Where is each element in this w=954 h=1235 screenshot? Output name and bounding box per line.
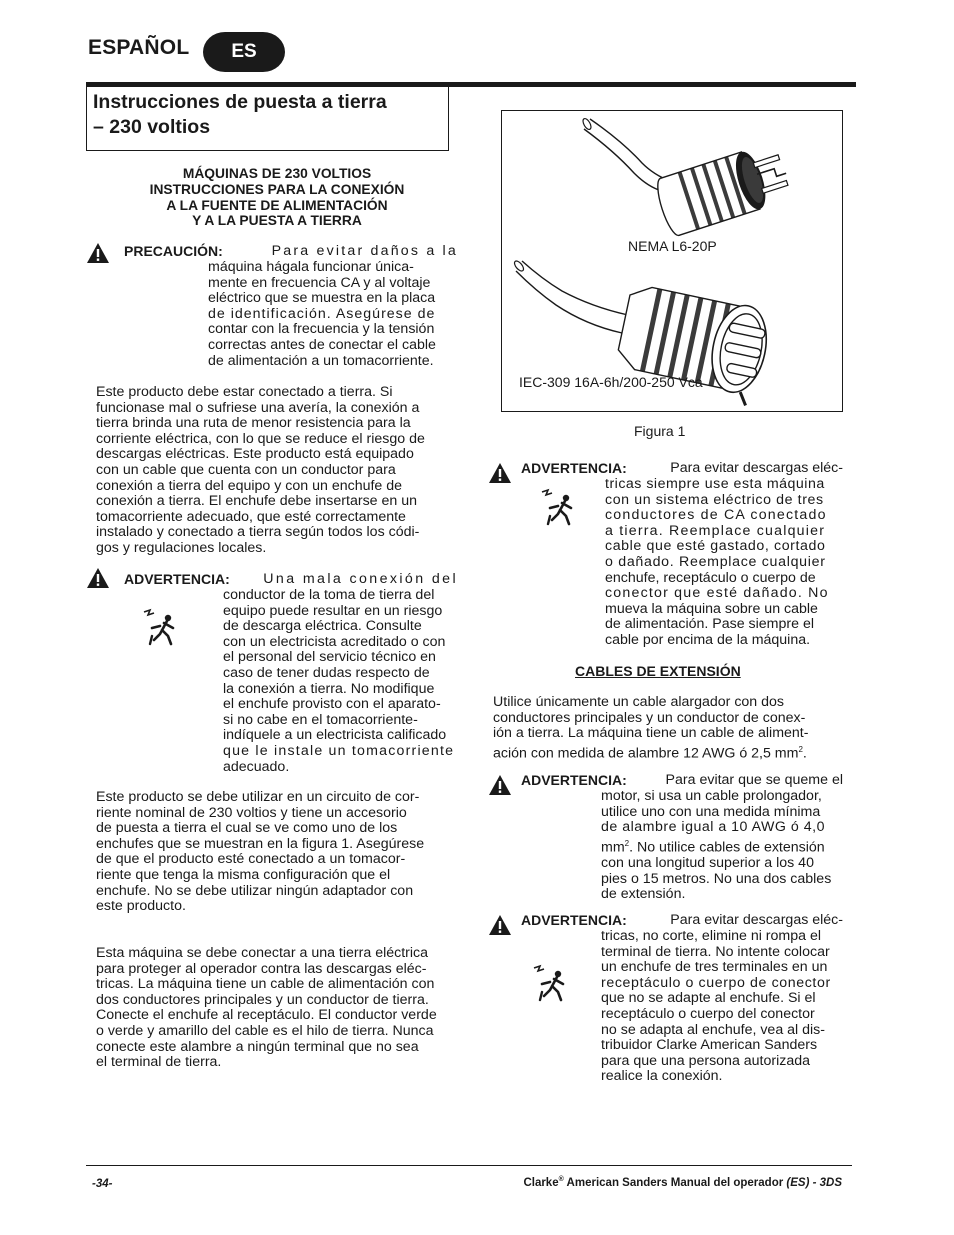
paragraph-earth [96,946,458,1071]
text-line [493,742,845,762]
subhead-line: MÁQUINAS DE 230 VOLTIOS [182,166,372,181]
text-run: . No utilice cables de extensión [629,839,825,856]
text-line: de alimentación. Pase siempre el [605,616,814,633]
text-line: descargas eléctricas. Este producto está equipado [96,446,414,463]
text-line: adecuado. [223,758,290,775]
text-line: con un electricista acreditado o con [223,633,446,650]
text-line: utilice uno con una medida mínima [601,803,821,820]
warning-triangle-icon [488,462,512,484]
text-line: funcionase mal o sufriese una avería, la conexión a [96,399,420,416]
figure-caption: Figura 1 [634,423,686,439]
text-line: tierra brinda una ruta de menor resistencia para la [96,415,411,432]
electric-shock-icon [138,606,182,650]
text-line: receptáculo o cuerpo del conector [601,1005,815,1022]
paragraph-extension [493,695,845,762]
warning-triangle-icon [488,914,512,936]
text-line: Conecte el enchufe al receptáculo. El conductor verde [96,1007,437,1024]
text-run: . [802,745,807,762]
text-line: con una longitud superior a los 40 [601,855,814,872]
text-line: este producto. [96,898,186,915]
text-line: equipo puede resultar en un riesgo [223,602,443,619]
text-line: conexión a tierra. El enchufe debe insertarse en un [96,493,417,510]
warning-triangle-icon [86,567,110,589]
warning-first-line: Para evitar descargas eléc- [670,460,843,476]
text-line: el personal del servicio técnico en [223,649,436,666]
text-line: tricas siempre use esta máquina [605,476,825,492]
text-line: Utilice únicamente un cable alargador con dos [493,694,785,710]
text-line: correctas antes de conectar el cable [208,336,436,353]
text-line: el enchufe provisto con el aparato- [223,696,441,713]
text-line: con un cable que cuenta con un conductor para [96,461,396,478]
text-line: conector que esté dañado. No [605,585,829,602]
text-line: ión a tierra. La máquina tiene un cable de aliment- [493,725,809,742]
text-line: de alambre igual a 10 AWG ó 4,0 [601,819,825,836]
text-line [601,836,843,856]
plug-illustration [502,111,842,411]
text-line: conexión a tierra del equipo y con un enchufe de [96,477,403,494]
warning-first-line: Para evitar que se queme el [665,772,843,788]
text-line: un enchufe de tres terminales en un [601,959,828,976]
warning-text-4 [601,929,843,1085]
warning-triangle-icon [488,774,512,796]
text-line: de extensión. [601,886,686,903]
warning-first-line: Una mala conexión del [263,571,458,587]
text-line: conecte este alambre a ningún terminal que no sea [96,1038,419,1055]
text-line: indíquele a un electricista calificado [223,727,447,744]
page-title [93,90,443,140]
text-line: a tierra. Reemplace cualquier [605,522,826,539]
text-line: para que una persona autorizada [601,1052,811,1069]
text-line: cable por encima de la máquina. [605,631,811,648]
superscript: 2 [624,838,630,848]
subhead-line: Y A LA PUESTA A TIERRA [192,213,362,229]
warning-first-line: Para evitar descargas eléc- [670,912,843,928]
text-line: que le instale un tomacorriente [223,742,455,759]
text-line: tribuidor Clarke American Sanders [601,1037,818,1054]
warning-label: ADVERTENCIA: [521,460,627,476]
text-line: mueva la máquina sobre un cable [605,600,818,617]
registered-mark: ® [558,1176,564,1183]
text-line: riente que tenga la misma configuración que el [96,866,391,883]
text-line: de puesta a tierra el cual se ve como uno de los [96,820,398,837]
paragraph-circuit [96,790,458,915]
warning-label: ADVERTENCIA: [124,571,230,587]
superscript: 2 [798,744,803,754]
footer-rule [86,1165,852,1166]
text-line: no se adapta al enchufe, vea al dis- [601,1021,826,1038]
subhead-line: A LA FUENTE DE ALIMENTACIÓN [166,197,388,213]
figure-label-nema: NEMA L6-20P [628,238,717,254]
text-line: riente nominal de 230 voltios y tiene un accesorio [96,804,407,821]
warning-block-4 [521,913,843,929]
warning-text-2 [605,477,843,649]
caution-label: PRECAUCIÓN: [124,243,223,259]
text-line: conductor de la toma de tierra del [223,587,435,603]
text-run: ación con medida de alambre 12 AWG ó 2,5 mm [493,745,799,762]
electric-shock-icon [536,486,580,530]
text-line: caso de tener dudas respecto de [223,664,430,681]
footer-manual-title [494,1176,842,1189]
text-line: corriente eléctrica, con lo que se reduce el riesgo de [96,430,425,447]
text-line: gos y regulaciones locales. [96,539,267,556]
subhead-line: INSTRUCCIONES PARA LA CONEXIÓN [149,181,405,197]
text-line: para proteger al operador contra las descargas eléc- [96,960,427,977]
title-line-2: – 230 voltios [93,116,211,138]
page-number: -34- [92,1178,113,1190]
text-line: de que el producto esté conectado a un tomacor- [96,851,406,868]
text-line: pies o 15 metros. No una dos cables [601,870,832,887]
text-line: instalado y conectado a tierra según todos los códi- [96,524,420,541]
text-line: dos conductores principales y un conductor de tierra. [96,991,429,1008]
text-line: enchufe. No se debe utilizar ningún adaptador con [96,882,414,899]
text-line: Este producto se debe utilizar en un circuito de cor- [96,789,420,805]
text-line: que no se adapte al enchufe. Si el [601,990,816,1007]
text-line: eléctrico que se muestra en la placa [208,290,436,307]
warning-label: ADVERTENCIA: [521,772,627,788]
language-label: ESPAÑOL [88,36,190,59]
extension-cables-heading: CABLES DE EXTENSIÓN [575,663,741,679]
text-line: receptáculo o cuerpo de conector [601,974,831,991]
caution-block [124,244,458,260]
subheading [96,166,458,229]
text-line: si no cabe en el tomacorriente- [223,711,418,728]
text-line: realice la conexión. [601,1068,723,1085]
text-line: Este producto debe estar conectado a tierra. Si [96,384,393,400]
text-line: conductores de CA conectado [605,507,827,524]
text-line: tricas, no corte, elimine ni rompa el [601,928,821,944]
text-run: mm [601,839,625,856]
warning-text-3 [601,789,843,903]
warning-block-2 [521,461,843,477]
text-line: contar con la frecuencia y la tensión [208,321,435,338]
warning-text-1 [223,588,458,775]
text-line: mente en frecuencia CA y al voltaje [208,274,431,291]
text-line: Esta máquina se debe conectar a una tierra eléctrica [96,945,429,961]
figure-label-iec: IEC-309 16A-6h/200-250 Vca [519,374,703,390]
text-line: o dañado. Reemplace cualquier [605,553,826,570]
paragraph-grounding [96,385,458,557]
warning-label: ADVERTENCIA: [521,912,627,928]
text-line: motor, si usa un cable prolongador, [601,788,822,804]
text-line: enchufe, receptáculo o cuerpo de [605,569,816,586]
text-line: tricas. La máquina tiene un cable de alimentación con [96,976,435,993]
text-line: el terminal de tierra. [96,1054,222,1071]
text-line: terminal de tierra. No intente colocar [601,943,830,960]
text-line: con un sistema eléctrico de tres [605,491,824,508]
warning-block-1 [124,572,458,588]
text-line: conductores principales y un conductor de conex- [493,709,806,726]
text-line: enchufes que se muestran en la figura 1. Asegúrese [96,835,425,852]
text-line: máquina hágala funcionar única- [208,259,414,275]
electric-shock-icon [528,962,572,1006]
language-badge: ES [203,32,285,72]
text-line: de descarga eléctrica. Consulte [223,618,422,635]
text-line: de identificación. Asegúrese de [208,305,436,322]
text-line: la conexión a tierra. No modifique [223,680,435,697]
caution-text [208,260,458,369]
text-line: o verde y amarillo del cable es el hilo de tierra. Nunca [96,1022,434,1039]
footer-text: American Sanders Manual del operador [563,1176,787,1189]
text-line: tomacorriente adecuado, que esté correctamente [96,508,406,525]
text-line: cable que esté gastado, cortado [605,538,826,555]
text-line: de alimentación a un tomacorriente. [208,352,434,369]
brand-name: Clarke [523,1176,559,1189]
caution-first-line: Para evitar daños a la [271,243,458,259]
warning-triangle-icon [86,242,110,264]
footer-edition: (ES) - 3DS [786,1176,842,1189]
warning-block-3 [521,773,843,789]
title-line-1: Instrucciones de puesta a tierra [93,91,387,113]
